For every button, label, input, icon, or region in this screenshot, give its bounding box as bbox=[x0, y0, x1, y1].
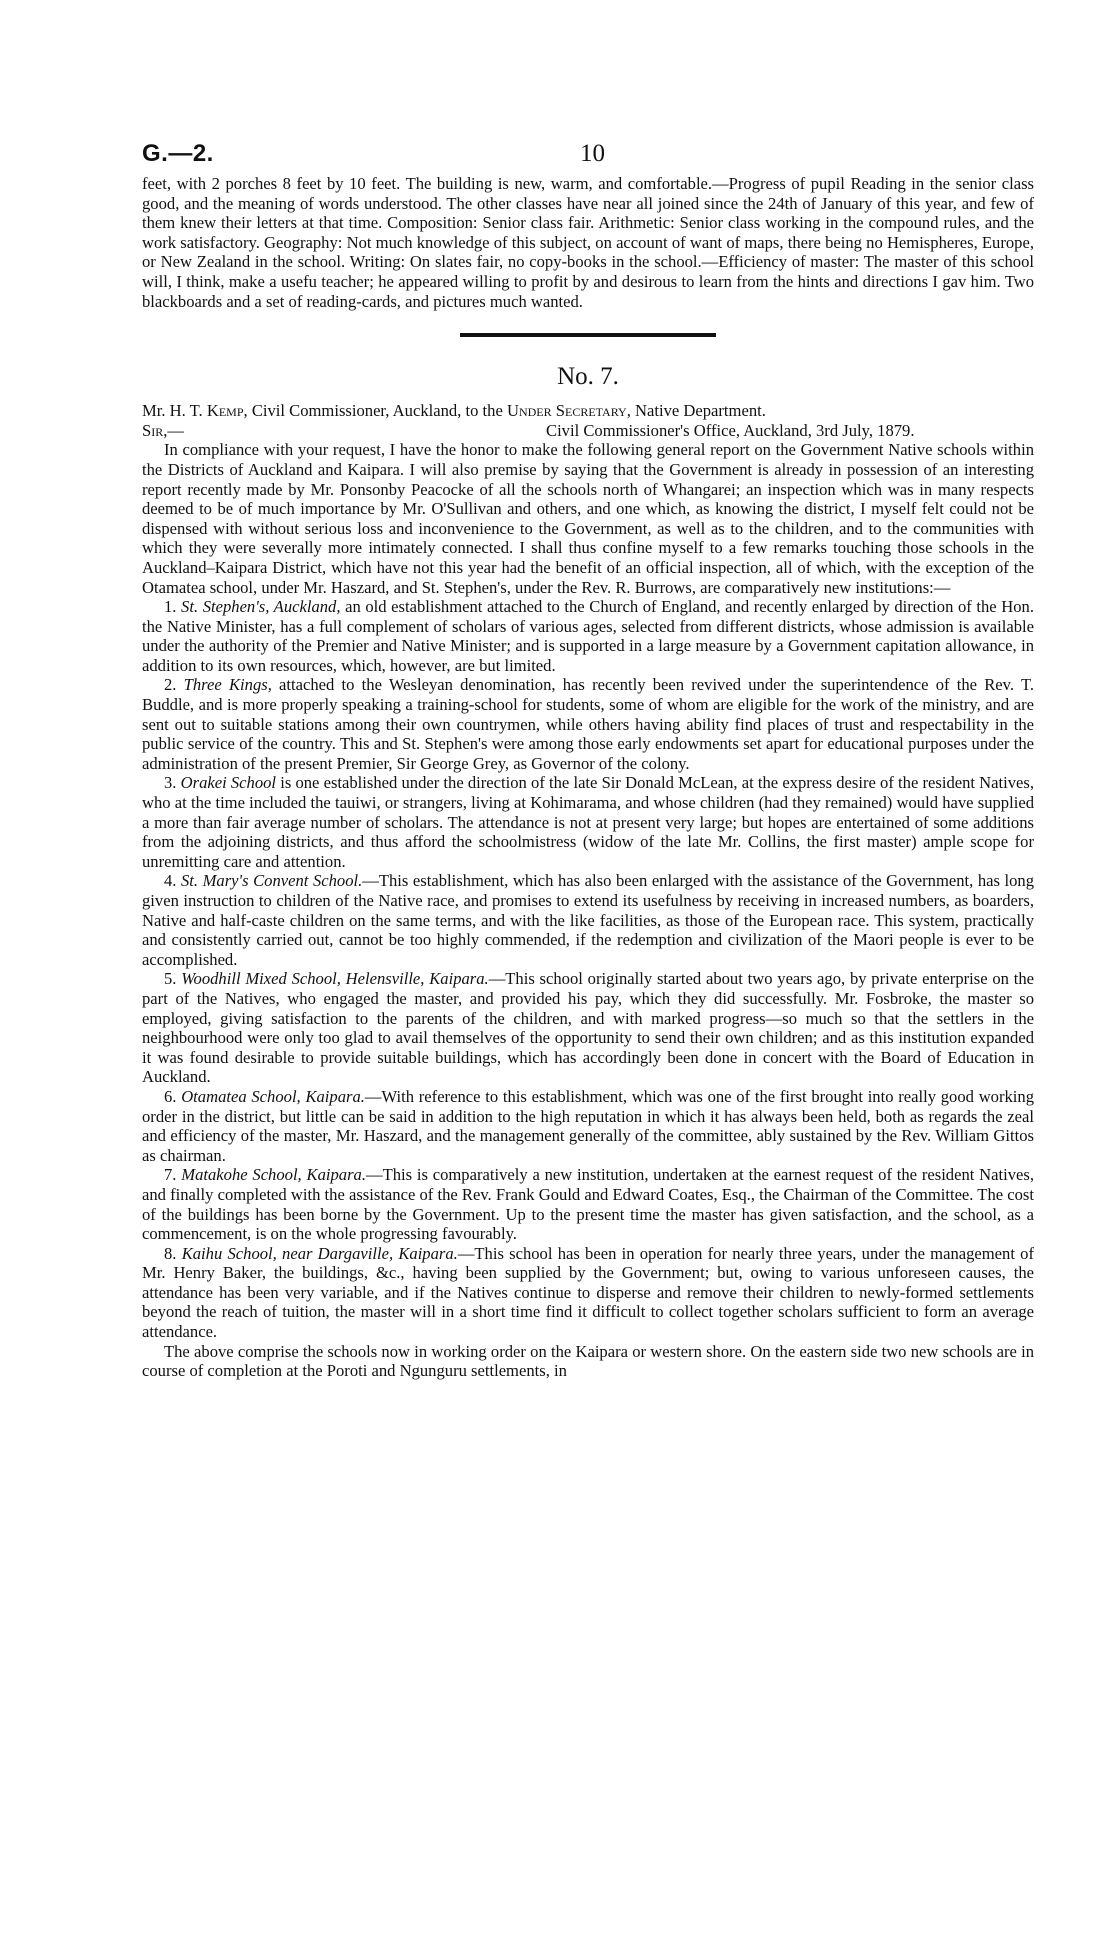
address-from-name: Kemp bbox=[206, 401, 244, 421]
address-middle: , Civil Commissioner, Auckland, to the bbox=[243, 401, 507, 421]
body-paragraph bbox=[142, 675, 1034, 773]
paragraph-text: In compliance with your request, I have the honor to make the following general report on the Government Native schools within the Districts of Auckland and Kaipara. I will also premise by saying that the Government is already in possession of an interesting report recently made by Mr. Ponsonby Peacocke of all the schools north of Whangarei; an inspection which was in many respects deemed to be of much importance by Mr. O'Sullivan and others, and one which, as knowing the district, I myself felt could not be dispensed with without serious loss and inconvenience to the Government, as well as to the children, and to the communities with which they were severally more intimately connected. I shall thus confine myself to a few remarks touching those schools in the Auckland–Kaipara District, which have not this year had the benefit of an official inspection, all of which, with the exception of the Otamatea school, under Mr. Haszard, and St. Stephen's, under the Rev. R. Burrows, are comparatively new institutions:— bbox=[142, 440, 1034, 597]
paragraph-lead: 4. bbox=[164, 871, 181, 891]
body-paragraph bbox=[142, 1244, 1034, 1342]
body-paragraph bbox=[142, 597, 1034, 675]
place-date: Civil Commissioner's Office, Auckland, 3rd July, 1879. bbox=[546, 420, 915, 440]
paragraph-text: an old establishment attached to the Church of England, and recently enlarged by direction of the Hon. the Native Minister, has a full complement of scholars of various ages, selected from different districts, whose admission is available under the authority of the Premier and Native Minister; and is supported in a large measure by a Government capitation allowance, in addition to its own resources, which, however, are but limited. bbox=[142, 597, 1034, 675]
opening-paragraph: feet, with 2 porches 8 feet by 10 feet. The building is new, warm, and comfortable.—Progress of pupil Reading in the senior class good, and the meaning of words understood. The other classes have near all joined since the 24th of January of this year, and few of them knew their letters at that time. Composition: Senior class fair. Arithmetic: Senior class working in the compound rules, and the work satisfactory. Geography: Not much knowledge of this subject, on account of want of maps, there being no Hemispheres, Europe, or New Zealand in the school. Writing: On slates fair, no copy-books in the school.—Efficiency of master: The master of this school will, I think, make a usefu teacher; he appeared willing to profit by and desirous to learn from the hints and directions I gav him. Two blackboards and a set of reading-cards, and pictures much wanted. bbox=[142, 174, 1034, 311]
paragraph-text: is one established under the direction of the late Sir Donald McLean, at the express desire of the resident Natives, who at the time included the tauiwi, or strangers, living at Kohimarama, and whose children (had they remained) would have supplied a more than fair average number of scholars. The attendance is not at present very large; but hopes are entertained of some additions from the adjoining districts, and thus afford the schoolmistress (widow of the late Mr. Collins, the first master) ample scope for unremitting care and attention. bbox=[142, 773, 1035, 871]
body-paragraph bbox=[142, 969, 1034, 1087]
address-from-prefix: Mr. H. T. bbox=[142, 401, 207, 421]
salutation-line bbox=[142, 421, 1034, 441]
paragraph-lead: 2. bbox=[164, 675, 184, 695]
body-paragraph bbox=[142, 440, 1034, 597]
paragraph-lead: 6. bbox=[164, 1086, 182, 1106]
paragraph-heading: Kaihu School, near Dargaville, Kaipara. bbox=[181, 1243, 458, 1263]
salutation: Sir,— bbox=[142, 420, 184, 440]
paragraph-text: —This school originally started about two years ago, by private enterprise on the part of the Natives, who engaged the master, and provided his pay, which they did successfully. Mr. Fosbroke, the master so employed, giving satisfaction to the parents of the children, and with marked progress—so much so that the settlers in the neighbourhood were only too glad to avail themselves of the opportunity to send their own children; and as this institution expanded it was found desirable to provide suitable buildings, which has accordingly been done in concert with the Board of Education in Auckland. bbox=[142, 969, 1034, 1087]
paragraph-heading: Three Kings, bbox=[183, 675, 272, 695]
section-number: No. 7. bbox=[557, 363, 619, 391]
paragraph-text: The above comprise the schools now in working order on the Kaipara or western shore. On the eastern side two new schools are in course of completion at the Poroti and Ngunguru settlements, in bbox=[142, 1341, 1034, 1381]
paragraph-lead: 7. bbox=[164, 1165, 182, 1185]
section-divider bbox=[460, 333, 716, 337]
body-paragraph bbox=[142, 1087, 1034, 1165]
paragraph-lead: 1. bbox=[164, 597, 182, 617]
paragraph-lead: 3. bbox=[164, 773, 181, 793]
paragraph-text: —This establishment, which has also been enlarged with the assistance of the Government, has long given instruction to children of the Native race, and promises to extend its usefulness by receiving in increased numbers, as boarders, Native and half-caste children on the same terms, and with the like facilities, as those of the European race. This system, practically and consistently carried out, cannot be too highly commended, if the redemption and civilization of the Maori people is ever to be accomplished. bbox=[142, 871, 1034, 969]
paragraph-text: —With reference to this establishment, which was one of the first brought into really good working order in the district, but little can be said in addition to the high reputation in which it has always been held, both as regards the zeal and efficiency of the master, Mr. Haszard, and the management generally of the committee, ably sustained by the Rev. William Gittos as chairman. bbox=[142, 1086, 1035, 1165]
body-paragraph bbox=[142, 773, 1034, 871]
paragraph-heading: St. Mary's Convent School. bbox=[181, 871, 363, 891]
body-paragraph bbox=[142, 1342, 1034, 1381]
letter-body bbox=[142, 440, 1034, 1381]
paragraph-text: attached to the Wesleyan denomination, has recently been revived under the superintendence of the Rev. T. Buddle, and is more properly speaking a training-school for students, some of whom are eligible for the work of the ministry, and are sent out to suitable stations among their own countrymen, while others having ability find places of trust and respectability in the public service of the country. This and St. Stephen's were among those early endowments set apart for educational purposes under the administration of the present Premier, Sir George Grey, as Governor of the colony. bbox=[142, 675, 1034, 773]
paragraph-heading: Matakohe School, Kaipara. bbox=[181, 1165, 366, 1185]
paragraph-lead: 8. bbox=[164, 1243, 182, 1263]
page-number: 10 bbox=[580, 140, 605, 167]
paragraph-heading: Otamatea School, Kaipara. bbox=[181, 1086, 365, 1106]
address-department: , Native Department. bbox=[626, 401, 766, 421]
paragraph-text: —This is comparatively a new institution, undertaken at the earnest request of the resident Natives, and finally completed with the assistance of the Rev. Frank Gould and Edward Coates, Esq., the Chairman of the Committee. The cost of the buildings has been borne by the Government. Up to the present time the master has given satisfaction, and the school, as a commencement, is on the whole progressing favourably. bbox=[142, 1165, 1035, 1244]
document-page bbox=[142, 134, 1034, 1381]
paragraph-heading: Orakei School bbox=[180, 773, 277, 793]
address-recipient: Under Secretary bbox=[506, 401, 627, 421]
paragraph-heading: St. Stephen's, Auckland, bbox=[181, 597, 341, 617]
document-code: G.—2. bbox=[142, 140, 214, 167]
paragraph-heading: Woodhill Mixed School, Helensville, Kaipara. bbox=[181, 969, 489, 989]
body-paragraph bbox=[142, 871, 1034, 969]
paragraph-lead: 5. bbox=[164, 969, 182, 989]
page-header bbox=[142, 134, 1034, 174]
body-paragraph bbox=[142, 1165, 1034, 1243]
letter-address bbox=[142, 401, 1034, 421]
paragraph-text: —This school has been in operation for nearly three years, under the management of Mr. Henry Baker, the buildings, &c., having been supplied by the Government; but, owing to various unforeseen causes, the attendance has been very variable, and if the Natives continue to disperse and remove their children to newly-formed settlements beyond the reach of tuition, the master will in a short time find it difficult to collect together scholars sufficient to form an average attendance. bbox=[142, 1243, 1035, 1342]
